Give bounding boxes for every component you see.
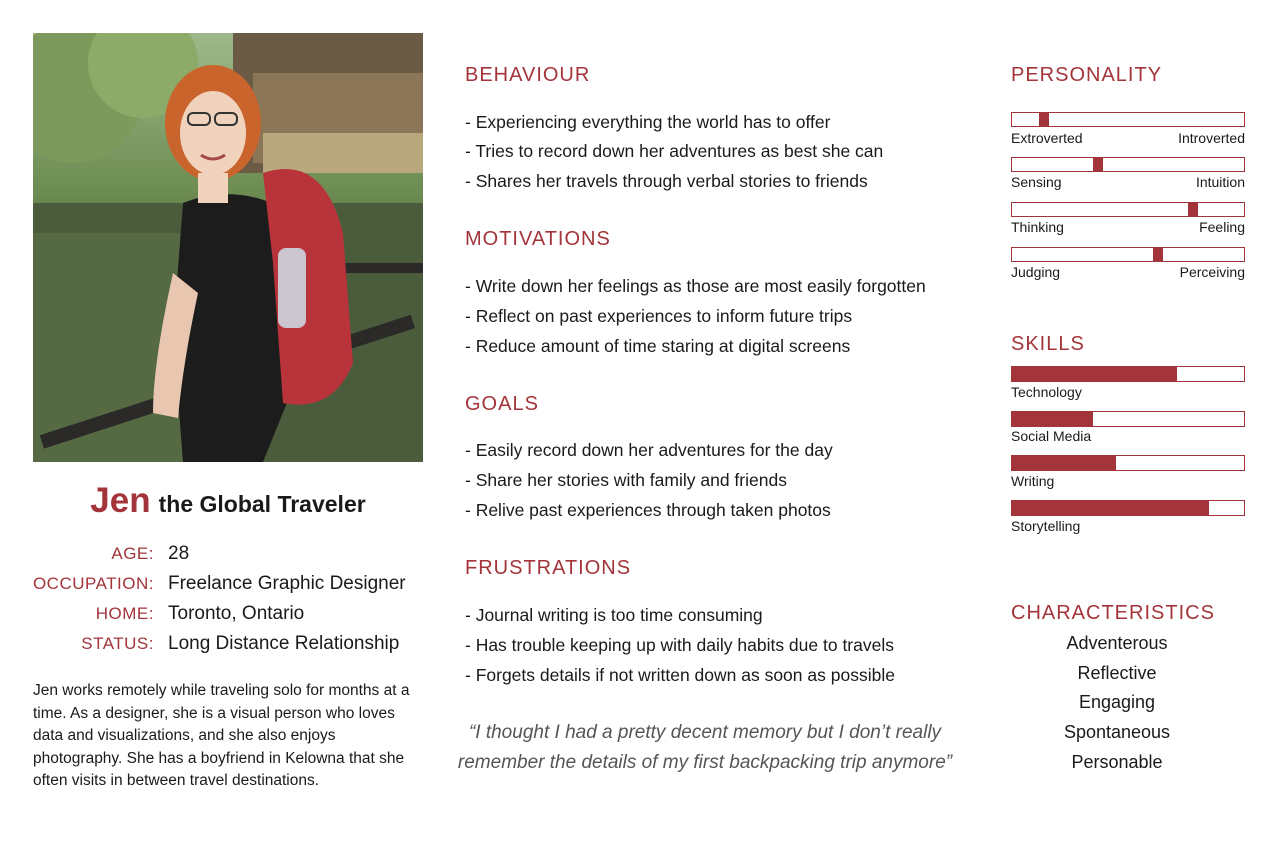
info-row-home [0, 602, 440, 626]
info-label: AGE: [111, 544, 154, 563]
personality-scale-labels [1011, 174, 1245, 192]
info-row-status [0, 632, 440, 656]
skill-bar-fill [1012, 367, 1177, 381]
skill-bar-fill [1012, 412, 1093, 426]
info-row-age [0, 542, 440, 566]
skill-bar [1011, 366, 1245, 382]
info-value: 28 [168, 543, 190, 564]
personality-scale-bar [1011, 202, 1245, 217]
scale-right-label: Perceiving [1179, 264, 1245, 280]
profile-photo [33, 33, 423, 462]
skill-bar [1011, 500, 1245, 516]
personality-marker [1093, 158, 1103, 171]
persona-first-name: Jen [90, 481, 151, 520]
behaviour-item: - Shares her travels through verbal stories to friends [465, 171, 868, 191]
motivations-item: - Reflect on past experiences to inform future trips [465, 306, 853, 326]
personality-scale-bar [1011, 157, 1245, 172]
skill-label: Technology [1011, 384, 1082, 400]
characteristic-item: Personable [1071, 752, 1163, 772]
frustrations-heading: FRUSTRATIONS [465, 557, 632, 579]
scale-right-label: Intuition [1195, 174, 1245, 190]
behaviour-item: - Experiencing everything the world has to offer [465, 112, 831, 132]
scale-left-label: Sensing [1011, 174, 1062, 190]
personality-scale-bar [1011, 112, 1245, 127]
motivations-heading: MOTIVATIONS [465, 228, 611, 250]
skills-heading: SKILLS [1011, 333, 1085, 355]
info-value: Toronto, Ontario [168, 603, 305, 624]
goals-item: - Relive past experiences through taken photos [465, 500, 831, 520]
personality-scale-labels [1011, 219, 1245, 237]
goals-heading: GOALS [465, 393, 539, 415]
motivations-item: - Write down her feelings as those are most easily forgotten [465, 276, 926, 296]
scale-left-label: Thinking [1011, 219, 1064, 235]
personality-scale-labels [1011, 130, 1245, 148]
characteristics-heading: CHARACTERISTICS [1011, 602, 1215, 624]
behaviour-heading: BEHAVIOUR [465, 64, 591, 86]
skill-label: Social Media [1011, 428, 1092, 444]
characteristic-item: Engaging [1078, 692, 1156, 712]
info-label: STATUS: [81, 634, 154, 653]
behaviour-item: - Tries to record down her adventures as best she can [465, 141, 884, 161]
scale-right-label: Feeling [1199, 219, 1245, 235]
persona-name [33, 481, 423, 521]
skill-bar-fill [1012, 456, 1116, 470]
personality-marker [1039, 113, 1049, 126]
frustrations-item: - Forgets details if not written down as soon as possible [465, 665, 895, 685]
skill-bar-fill [1012, 501, 1209, 515]
personality-marker [1153, 248, 1163, 261]
info-row-occupation [0, 572, 440, 596]
scale-right-label: Introverted [1178, 130, 1245, 146]
personality-scale-bar [1011, 247, 1245, 262]
goals-item: - Share her stories with family and friends [465, 470, 787, 490]
info-value: Freelance Graphic Designer [168, 573, 406, 594]
personality-marker [1188, 203, 1198, 216]
characteristic-item: Spontaneous [1063, 722, 1171, 742]
skill-label: Storytelling [1011, 518, 1081, 534]
skill-bar [1011, 455, 1245, 471]
info-label: OCCUPATION: [32, 574, 154, 593]
skill-bar [1011, 411, 1245, 427]
persona-title: the Global Traveler [158, 491, 366, 517]
goals-item: - Easily record down her adventures for the day [465, 440, 833, 460]
characteristic-item: Reflective [1077, 663, 1157, 683]
motivations-item: - Reduce amount of time staring at digital screens [465, 336, 851, 356]
persona-quote: “I thought I had a pretty decent memory but I don’t really remember the details of my first backpacking trip anymore” [457, 722, 953, 773]
scale-left-label: Judging [1011, 264, 1061, 280]
persona-bio: Jen works remotely while traveling solo for months at a time. As a designer, she is a visual person who loves data and visualizations, and she also enjoys photography. She has a boyfriend in Kelowna that she often visits in between travel destinations. [33, 682, 410, 789]
characteristic-item: Adventerous [1066, 633, 1168, 653]
scale-left-label: Extroverted [1011, 130, 1083, 146]
personality-scale-labels [1011, 264, 1245, 282]
info-label: HOME: [95, 604, 154, 623]
frustrations-item: - Has trouble keeping up with daily habits due to travels [465, 635, 894, 655]
frustrations-item: - Journal writing is too time consuming [465, 605, 763, 625]
personality-heading: PERSONALITY [1011, 64, 1163, 86]
skill-label: Writing [1011, 473, 1055, 489]
info-value: Long Distance Relationship [168, 633, 400, 654]
